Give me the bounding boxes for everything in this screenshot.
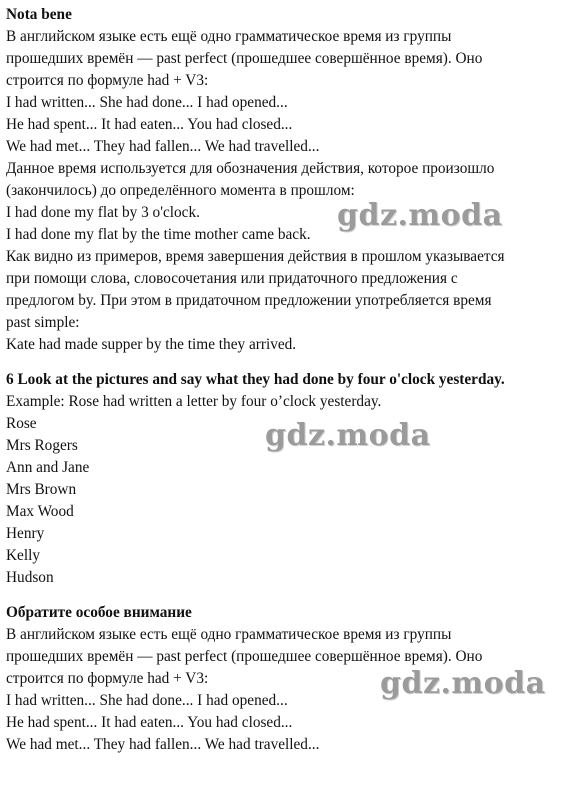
nota-bene-line: предлогом by. При этом в придаточном предложении употребляется время	[6, 292, 492, 309]
nota-bene-title: Nota bene	[6, 6, 72, 23]
nota-bene-line: Как видно из примеров, время завершения действия в прошлом указывается	[6, 248, 505, 265]
attention-line: прошедших времён — past perfect (прошедшее совершённое время). Оно	[6, 648, 483, 665]
nota-bene-line: при помощи слова, словосочетания или придаточного предложения с	[6, 270, 458, 287]
exercise-name: Mrs Brown	[6, 481, 77, 498]
attention-line: We had met... They had fallen... We had travelled...	[6, 736, 320, 753]
watermark: gdz.moda	[380, 666, 546, 701]
nota-bene-line: В английском языке есть ещё одно грамматическое время из группы	[6, 28, 452, 45]
attention-line: строится по формуле had + V3:	[6, 670, 209, 687]
exercise-name: Rose	[6, 415, 37, 432]
exercise-name: Mrs Rogers	[6, 437, 78, 454]
attention-line: He had spent... It had eaten... You had closed...	[6, 714, 293, 731]
nota-bene-line: I had written... She had done... I had opened...	[6, 94, 288, 111]
nota-bene-line: I had done my flat by 3 o'clock.	[6, 204, 200, 221]
attention-line: В английском языке есть ещё одно грамматическое время из группы	[6, 626, 452, 643]
document-page	[6, 4, 564, 756]
nota-bene-line: He had spent... It had eaten... You had closed...	[6, 116, 293, 133]
exercise-name: Kelly	[6, 547, 40, 564]
nota-bene-line: We had met... They had fallen... We had travelled...	[6, 138, 320, 155]
nota-bene-line: прошедших времён — past perfect (прошедшее совершённое время). Оно	[6, 50, 483, 67]
nota-bene-line: Kate had made supper by the time they arrived.	[6, 336, 297, 353]
exercise-title: 6 Look at the pictures and say what they had done by four o'clock yesterday.	[6, 371, 505, 388]
nota-bene-line: строится по формуле had + V3:	[6, 72, 209, 89]
exercise-name: Max Wood	[6, 503, 74, 520]
attention-title: Обратите особое внимание	[6, 604, 192, 621]
nota-bene-line: past simple:	[6, 314, 80, 331]
exercise-name: Henry	[6, 525, 45, 542]
section-gap	[6, 356, 564, 369]
exercise-example: Example: Rose had written a letter by four o’clock yesterday.	[6, 393, 382, 410]
exercise-name: Hudson	[6, 569, 54, 586]
watermark: gdz.moda	[337, 198, 503, 233]
section-gap	[6, 589, 564, 602]
exercise-name: Ann and Jane	[6, 459, 90, 476]
attention-line: I had written... She had done... I had opened...	[6, 692, 288, 709]
nota-bene-line: Данное время используется для обозначения действия, которое произошло	[6, 160, 495, 177]
watermark: gdz.moda	[265, 418, 431, 453]
nota-bene-line: I had done my flat by the time mother came back.	[6, 226, 311, 243]
nota-bene-line: (закончилось) до определённого момента в прошлом:	[6, 182, 355, 199]
